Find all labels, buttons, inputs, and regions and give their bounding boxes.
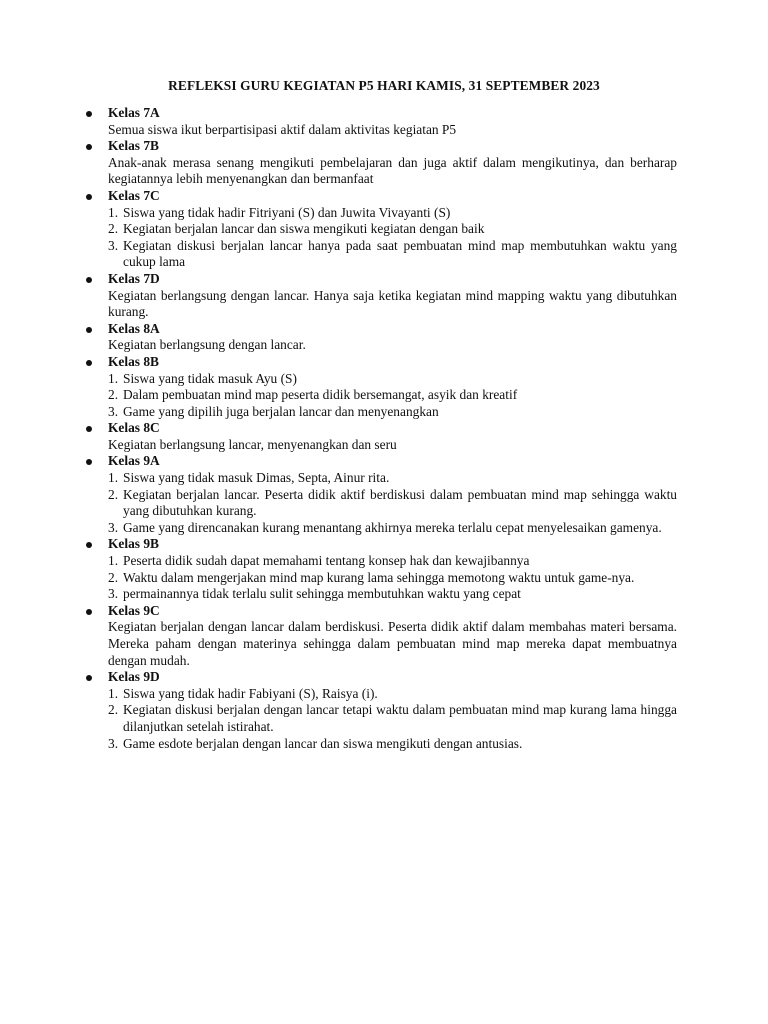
- list-item: [108, 570, 677, 587]
- list-item: [108, 487, 677, 520]
- list-item-number: 2.: [108, 387, 119, 403]
- section-kelas: [108, 603, 677, 669]
- list-item: [108, 520, 677, 537]
- list-item-number: 2.: [108, 486, 119, 502]
- section-kelas: [108, 271, 677, 321]
- list-item-number: 2.: [108, 702, 119, 718]
- bullet-icon: [86, 277, 92, 283]
- list-item: [108, 404, 677, 421]
- list-item-number: 1.: [108, 204, 119, 220]
- section-kelas: [108, 321, 677, 354]
- list-item-number: 3.: [108, 735, 119, 751]
- section-heading: Kelas 9D: [108, 669, 160, 685]
- section-kelas: [108, 138, 677, 188]
- list-item: [108, 586, 677, 603]
- document-title: REFLEKSI GURU KEGIATAN P5 HARI KAMIS, 31 SEPTEMBER 2023: [168, 78, 600, 93]
- section-kelas: [108, 420, 677, 453]
- section-kelas: [108, 536, 677, 602]
- section-paragraph: Semua siswa ikut berpartisipasi aktif dalam aktivitas kegiatan P5: [108, 121, 457, 137]
- section-heading: Kelas 8A: [108, 320, 160, 336]
- section-heading: Kelas 7B: [108, 138, 159, 154]
- list-item: [108, 205, 677, 222]
- bullet-icon: [86, 675, 92, 681]
- list-item-text: Waktu dalam mengerjakan mind map kurang lama sehingga memotong waktu untuk game-nya.: [123, 569, 635, 585]
- section-heading: Kelas 7A: [108, 105, 160, 120]
- bullet-icon: [86, 459, 92, 465]
- section-kelas: [108, 105, 677, 138]
- list-item: [108, 702, 677, 735]
- section-paragraph: Kegiatan berlangsung dengan lancar.: [108, 337, 306, 353]
- list-item: [108, 686, 677, 703]
- section-paragraph: Anak-anak merasa senang mengikuti pembelajaran dan juga aktif dalam mengikutinya, dan berharap kegiatannya lebih menyenangkan dan bermanfaat: [108, 154, 677, 187]
- list-item-text: Siswa yang tidak hadir Fitriyani (S) dan Juwita Vivayanti (S): [123, 204, 451, 220]
- section-heading: Kelas 7D: [108, 270, 160, 286]
- list-item-number: 2.: [108, 221, 119, 237]
- list-item-text: Peserta didik sudah dapat memahami tentang konsep hak dan kewajibannya: [123, 553, 530, 569]
- list-item-text: permainannya tidak terlalu sulit sehingga membutuhkan waktu yang cepat: [123, 586, 521, 602]
- list-item-text: Siswa yang tidak masuk Dimas, Septa, Ainur rita.: [123, 470, 390, 486]
- section-kelas: [108, 188, 677, 271]
- list-item: [108, 470, 677, 487]
- list-item: [108, 221, 677, 238]
- list-item: [108, 736, 677, 753]
- list-item-number: 1.: [108, 553, 119, 569]
- section-paragraph: Kegiatan berlangsung lancar, menyenangkan dan seru: [108, 436, 397, 452]
- list-item-number: 3.: [108, 237, 119, 253]
- section-kelas: [108, 354, 677, 420]
- list-item-text: Kegiatan berjalan lancar dan siswa mengikuti kegiatan dengan baik: [123, 221, 485, 237]
- reflection-list: [108, 105, 677, 752]
- list-item-number: 3.: [108, 519, 119, 535]
- list-item: [108, 387, 677, 404]
- list-item-number: 1.: [108, 685, 119, 701]
- bullet-icon: [86, 111, 92, 117]
- list-item-number: 3.: [108, 403, 119, 419]
- list-item: [108, 553, 677, 570]
- list-item-number: 2.: [108, 569, 119, 585]
- section-heading: Kelas 9C: [108, 602, 160, 618]
- section-heading: Kelas 8C: [108, 420, 160, 436]
- bullet-icon: [86, 426, 92, 432]
- section-kelas: [108, 453, 677, 536]
- list-item-text: Siswa yang tidak masuk Ayu (S): [123, 370, 297, 386]
- section-heading: Kelas 9A: [108, 453, 160, 469]
- list-item-text: Kegiatan berjalan lancar. Peserta didik aktif berdiskusi dalam pembuatan mind map sehingga waktu yang dibutuhkan kurang.: [123, 486, 677, 519]
- list-item: [108, 371, 677, 388]
- list-item-number: 1.: [108, 370, 119, 386]
- bullet-icon: [86, 609, 92, 615]
- list-item-number: 1.: [108, 470, 119, 486]
- bullet-icon: [86, 542, 92, 548]
- section-heading: Kelas 8B: [108, 353, 159, 369]
- list-item-text: Game yang dipilih juga berjalan lancar dan menyenangkan: [123, 403, 439, 419]
- list-item: [108, 238, 677, 271]
- section-kelas: [108, 669, 677, 752]
- list-item-text: Game yang direncanakan kurang menantang akhirnya mereka terlalu cepat menyelesaikan gamenya.: [123, 519, 662, 535]
- bullet-icon: [86, 144, 92, 150]
- list-item-text: Kegiatan diskusi berjalan lancar hanya pada saat pembuatan mind map membutuhkan waktu yang cukup lama: [123, 237, 677, 270]
- list-item-text: Kegiatan diskusi berjalan dengan lancar tetapi waktu dalam pembuatan mind map kurang lama hingga dilanjutkan setelah istirahat.: [123, 702, 677, 734]
- list-item-number: 3.: [108, 586, 119, 602]
- bullet-icon: [86, 194, 92, 200]
- list-item-text: Siswa yang tidak hadir Fabiyani (S), Raisya (i).: [123, 685, 378, 701]
- list-item-text: Game esdote berjalan dengan lancar dan siswa mengikuti dengan antusias.: [123, 735, 523, 751]
- bullet-icon: [86, 327, 92, 333]
- list-item-text: Dalam pembuatan mind map peserta didik bersemangat, asyik dan kreatif: [123, 387, 518, 403]
- section-paragraph: Kegiatan berlangsung dengan lancar. Hanya saja ketika kegiatan mind mapping waktu yang dibutuhkan kurang.: [108, 287, 677, 320]
- section-heading: Kelas 9B: [108, 536, 159, 552]
- section-heading: Kelas 7C: [108, 187, 160, 203]
- bullet-icon: [86, 360, 92, 366]
- section-paragraph: Kegiatan berjalan dengan lancar dalam berdiskusi. Peserta didik aktif dalam membahas materi bersama. Mereka paham dengan materinya sehingga dalam pembuatan mind map mereka dapat membuatnya dengan mudah.: [108, 619, 677, 668]
